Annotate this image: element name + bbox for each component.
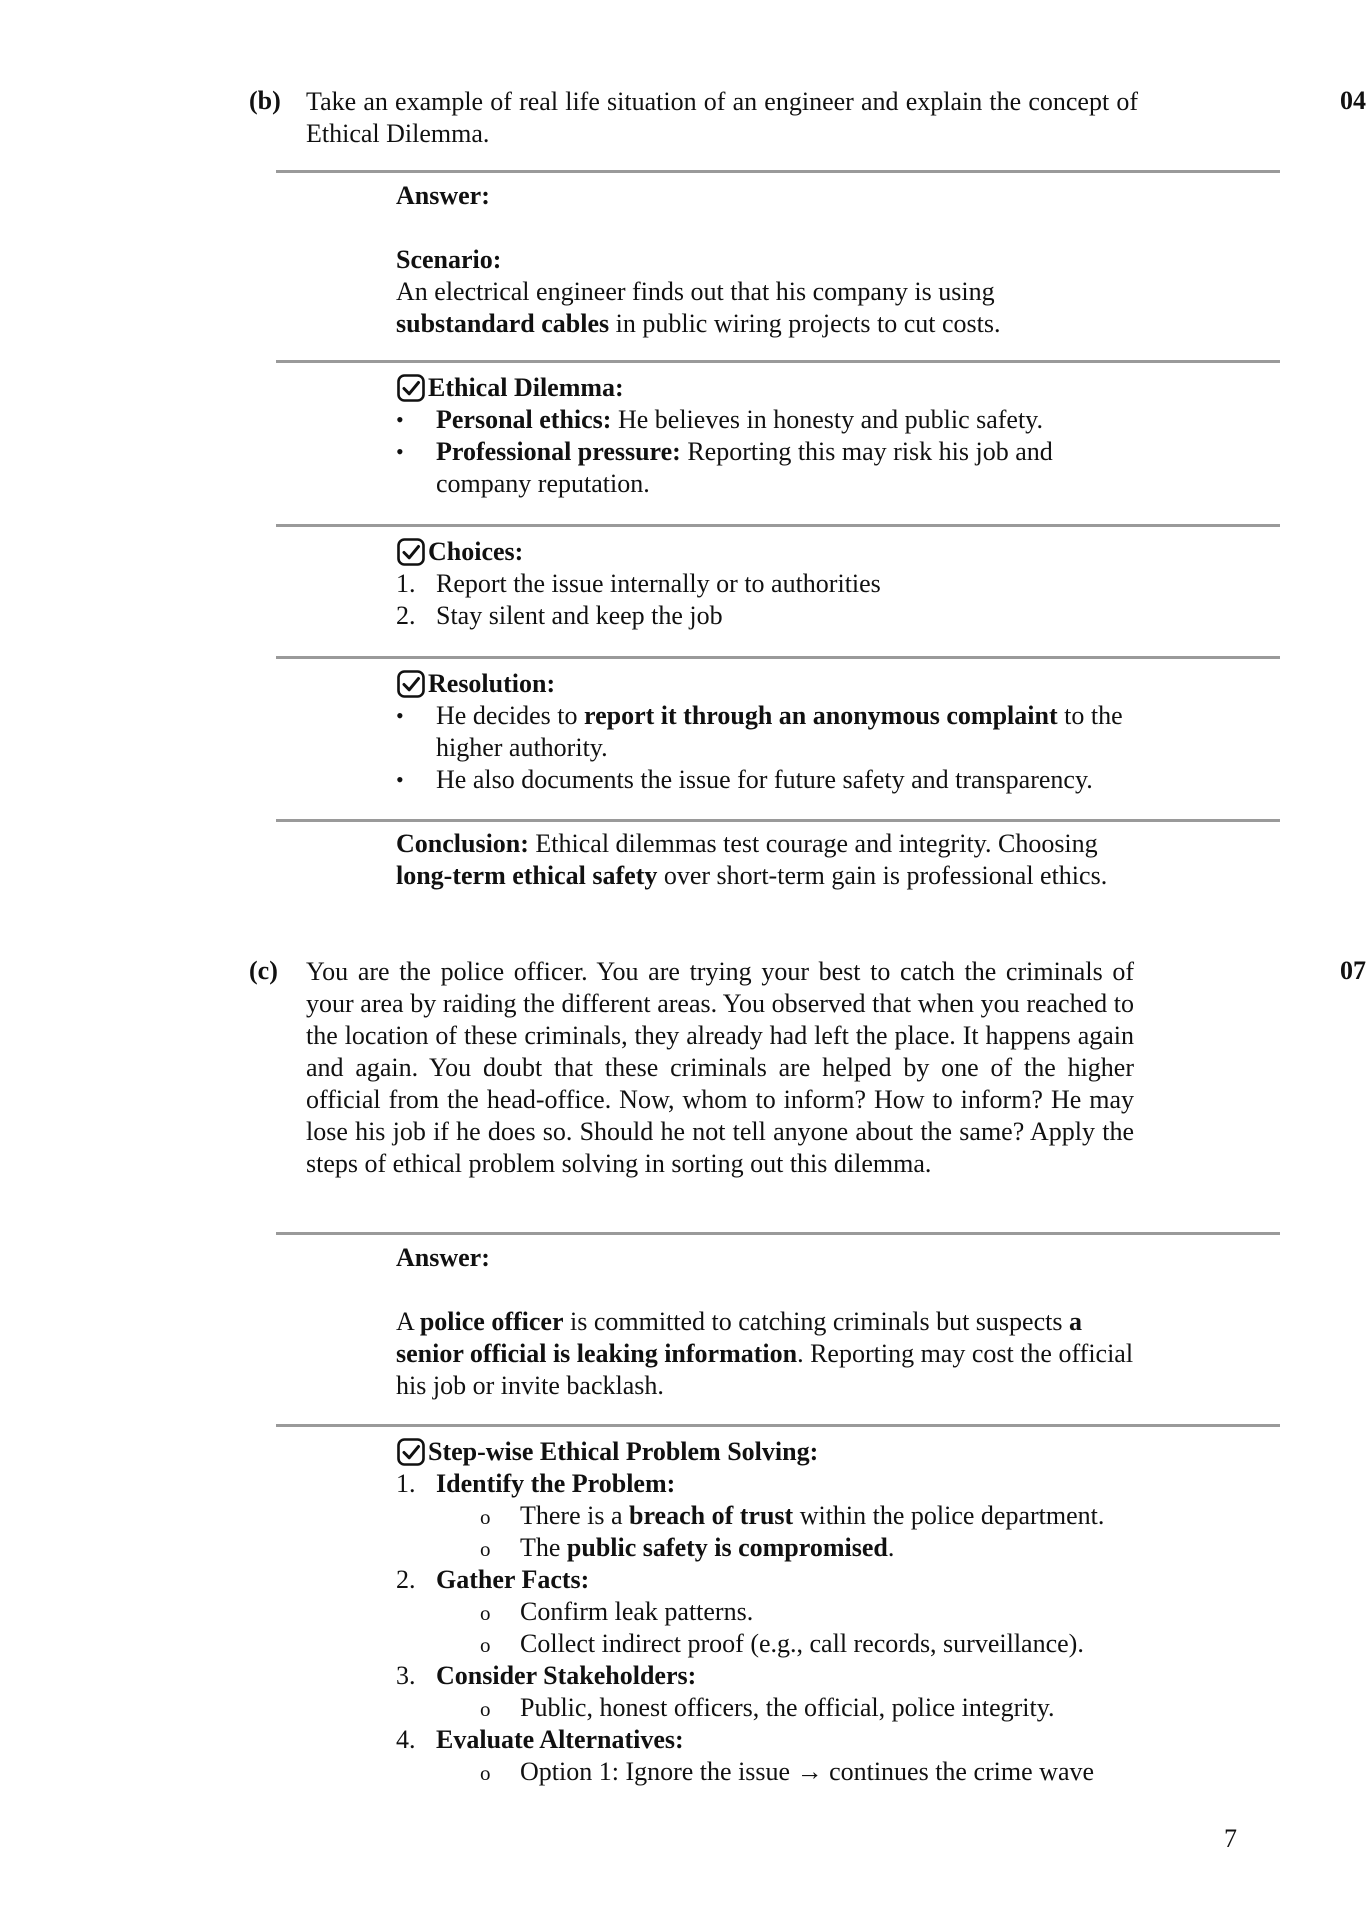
- step-item: 3. Consider Stakeholders: o Public, honest officers, the official, police integrity.: [396, 1660, 1176, 1724]
- question-c-label: (c): [249, 956, 278, 985]
- checkbox-checked-icon: [396, 537, 426, 567]
- sub-list: [396, 1596, 1176, 1660]
- question-b-marks: 04: [1340, 86, 1366, 115]
- question-c-text: You are the police officer. You are trying your best to catch the criminals of your area by raiding the different areas. You observed that when you reached to the location of these criminals, they already had left the place. It happens again and again. You doubt that these criminals are helped by one of the higher official from the head-office. Now, whom to inform? How to inform? He may lose his job if he does so. Should he not tell anyone about the same? Apply the steps of ethical problem solving in sorting out this dilemma.: [306, 957, 1134, 1178]
- question-c-marks: 07: [1340, 956, 1366, 985]
- conclusion: Conclusion: Ethical dilemmas test courage and integrity. Choosing long-term ethical safety over short-term gain is professional ethics.: [396, 829, 1108, 890]
- step-item: 2. Gather Facts: o Confirm leak patterns. o Collect indirect proof (e.g., call records, surveillance).: [396, 1564, 1176, 1660]
- sub-item: o Public, honest officers, the official, police integrity.: [396, 1692, 1176, 1724]
- checkbox-checked-icon: [396, 669, 426, 699]
- divider: [276, 524, 1280, 527]
- sub-item: o There is a breach of trust within the police department.: [396, 1500, 1176, 1532]
- divider: [276, 1232, 1280, 1235]
- checkbox-checked-icon: [396, 1437, 426, 1467]
- resolution-section: [396, 668, 1176, 796]
- list-item: • Personal ethics: He believes in honesty and public safety.: [396, 404, 1126, 436]
- checkbox-checked-icon: [396, 373, 426, 403]
- intro-text: A police officer is committed to catching criminals but suspects a senior official is leaking information. Reporting may cost the official his job or invite backlash.: [396, 1307, 1134, 1400]
- steps-section: [396, 1436, 1176, 1788]
- list-item: 1. Report the issue internally or to authorities: [396, 569, 881, 598]
- step-item: 4. Evaluate Alternatives: o Option 1: Ignore the issue → continues the crime wave: [396, 1724, 1176, 1788]
- scenario-text: An electrical engineer finds out that his company is using substandard cables in public wiring projects to cut costs.: [396, 277, 1001, 338]
- list-item: • He decides to report it through an anonymous complaint to the higher authority.: [396, 700, 1171, 764]
- sub-list: [396, 1692, 1176, 1724]
- question-b-text: Take an example of real life situation of an engineer and explain the concept of Ethical Dilemma.: [306, 87, 1138, 148]
- question-c: [249, 956, 1366, 1180]
- resolution-list: [396, 700, 1176, 796]
- sub-item: o Collect indirect proof (e.g., call records, surveillance).: [396, 1628, 1176, 1660]
- question-b-label: (b): [249, 86, 281, 115]
- choices-heading: Choices:: [396, 536, 1176, 568]
- list-item: • Professional pressure: Reporting this may risk his job and company reputation.: [396, 436, 1126, 500]
- list-item: • He also documents the issue for future safety and transparency.: [396, 764, 1176, 796]
- steps-heading: Step-wise Ethical Problem Solving:: [396, 1436, 1176, 1468]
- divider: [276, 360, 1280, 363]
- choices-section: [396, 536, 1176, 632]
- sub-item: o Option 1: Ignore the issue → continues the crime wave: [396, 1756, 1176, 1788]
- sub-item: o Confirm leak patterns.: [396, 1596, 1176, 1628]
- resolution-heading: Resolution:: [396, 668, 1176, 700]
- step-item: 1. Identify the Problem: o There is a breach of trust within the police department. o The public safety is compromised.: [396, 1468, 1176, 1564]
- sub-item: o The public safety is compromised.: [396, 1532, 1176, 1564]
- choices-list: [396, 568, 1176, 632]
- answer-c-intro: [396, 1242, 1176, 1402]
- list-item: 2. Stay silent and keep the job: [396, 601, 723, 630]
- answer-b-scenario: [396, 180, 1176, 340]
- dilemma-list: [396, 404, 1176, 500]
- divider: [276, 656, 1280, 659]
- ethical-dilemma-heading: Ethical Dilemma:: [396, 372, 1176, 404]
- divider: [276, 170, 1280, 173]
- divider: [276, 1424, 1280, 1427]
- divider: [276, 819, 1280, 822]
- sub-list: [396, 1756, 1176, 1788]
- scenario-heading: Scenario:: [396, 245, 502, 274]
- sub-list: [396, 1500, 1176, 1564]
- page-number: 7: [1224, 1824, 1237, 1853]
- answer-b-label: Answer:: [396, 181, 490, 210]
- question-b: [249, 86, 1366, 150]
- steps-list: [396, 1468, 1176, 1788]
- ethical-dilemma-section: [396, 372, 1176, 500]
- answer-c-label: Answer:: [396, 1243, 490, 1272]
